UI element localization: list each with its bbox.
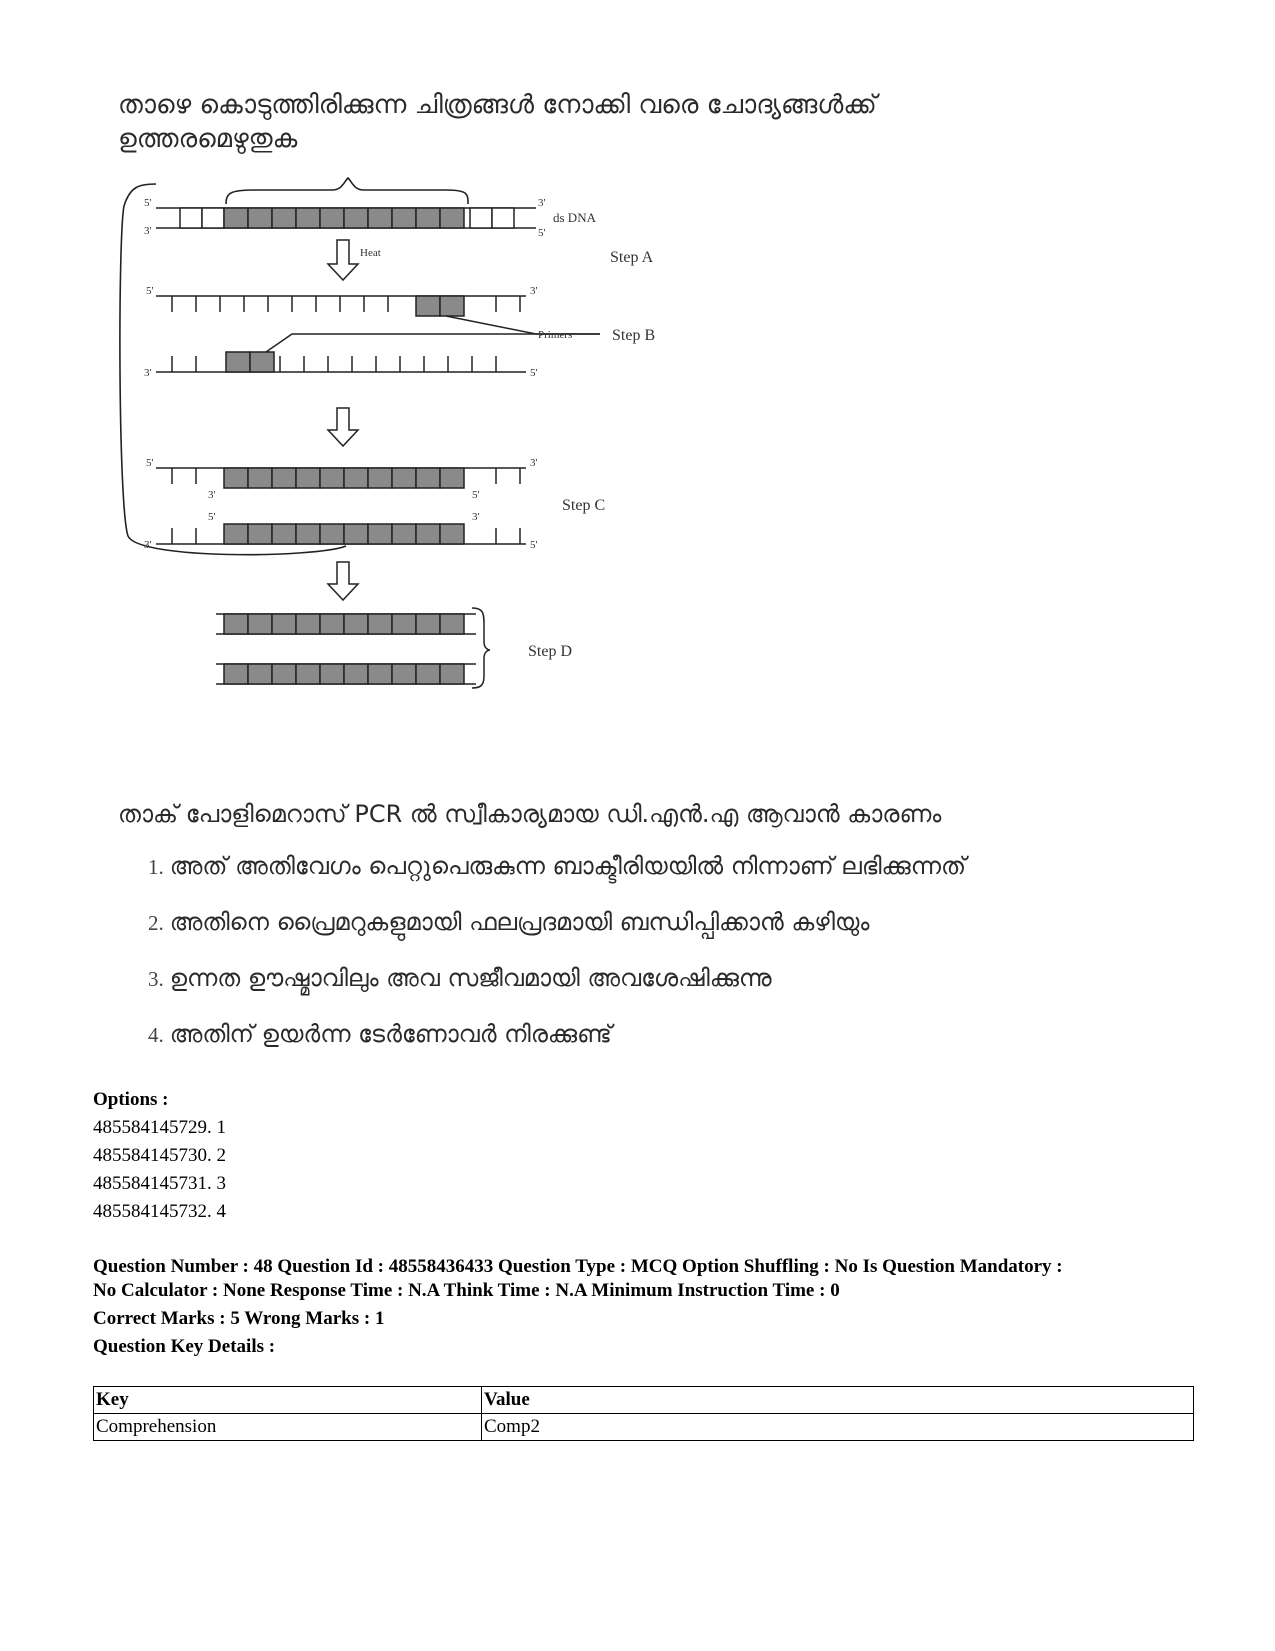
question-meta-line1: Question Number : 48 Question Id : 48558436433 Question Type : MCQ Option Shuffling : No Is Question Mandatory : [93,1256,1063,1277]
down-arrow-icon [328,408,358,446]
label-step-c: Step C [562,497,606,514]
label-3p: 3' [538,197,546,209]
table-row [94,1414,1194,1441]
label-3p: 3' [144,225,152,237]
statement-2: 2. അതിനെ പ്രൈമറുകളുമായി ഫലപ്രദമായി ബന്ധിപ്പിക്കാൻ കഴിയും [148,908,870,936]
step-b-strands [156,296,600,372]
label-step-b: Step B [612,327,656,344]
label-primers: Primers [538,329,573,341]
label-3p: 3' [530,457,538,469]
label-5p: 5' [530,539,538,551]
label-3p: 3' [208,489,216,501]
label-5p: 5' [472,489,480,501]
label-3p: 3' [144,539,152,551]
target-brace [226,178,468,204]
label-5p: 5' [208,511,216,523]
marks-line: Correct Marks : 5 Wrong Marks : 1 [93,1308,385,1329]
label-5p: 5' [146,457,154,469]
instruction-text: താഴെ കൊടുത്തിരിക്കുന്ന ചിത്രങ്ങൾ നോക്കി വരെ ചോദ്യങ്ങൾക്ക് ഉത്തരമെഴുതുക [118,90,877,154]
option-3[interactable]: 485584145731. 3 [93,1173,226,1194]
key-details-title: Question Key Details : [93,1336,276,1357]
header-key: Key [94,1387,482,1414]
label-5p: 5' [530,367,538,379]
label-heat: Heat [360,247,381,259]
statement-4: 4. അതിന് ഉയർന്ന ടേർണോവർ നിരക്കുണ്ട് [148,1020,612,1048]
statement-1: 1. അത് അതിവേഗം പെറ്റുപെരുകുന്ന ബാക്ടീരിയയിൽ നിന്നാണ് ലഭിക്കുന്നത് [148,852,967,880]
label-step-d: Step D [528,643,572,660]
option-1[interactable]: 485584145729. 1 [93,1117,226,1138]
cell-value: Comp2 [482,1414,1194,1441]
question-text: താക് പോളിമെറാസ് PCR ൽ സ്വീകാര്യമായ ഡി.എൻ.എ ആവാൻ കാരണം [118,800,942,828]
step-c-strands [156,468,526,544]
option-2[interactable]: 485584145730. 2 [93,1145,226,1166]
label-5p: 5' [144,197,152,209]
question-meta-line2: No Calculator : None Response Time : N.A Think Time : N.A Minimum Instruction Time : 0 [93,1280,840,1301]
pcr-diagram [116,176,716,726]
label-3p: 3' [472,511,480,523]
key-details-table [93,1386,1194,1441]
down-arrow-icon [328,240,358,280]
label-3p: 3' [144,367,152,379]
down-arrow-icon [328,562,358,600]
step-a-dsdna [156,208,536,228]
cell-key: Comprehension [94,1414,482,1441]
label-3p: 3' [530,285,538,297]
table-header-row [94,1387,1194,1414]
label-dsdna: ds DNA [553,210,596,225]
option-4[interactable]: 485584145732. 4 [93,1201,226,1222]
options-title: Options : [93,1089,169,1110]
label-5p: 5' [538,227,546,239]
statement-3: 3. ഉന്നത ഊഷ്മാവിലും അവ സജീവമായി അവശേഷിക്കുന്നു [148,964,772,992]
label-5p: 5' [146,285,154,297]
header-value: Value [482,1387,1194,1414]
step-d-copies [216,608,490,688]
label-step-a: Step A [610,249,654,266]
